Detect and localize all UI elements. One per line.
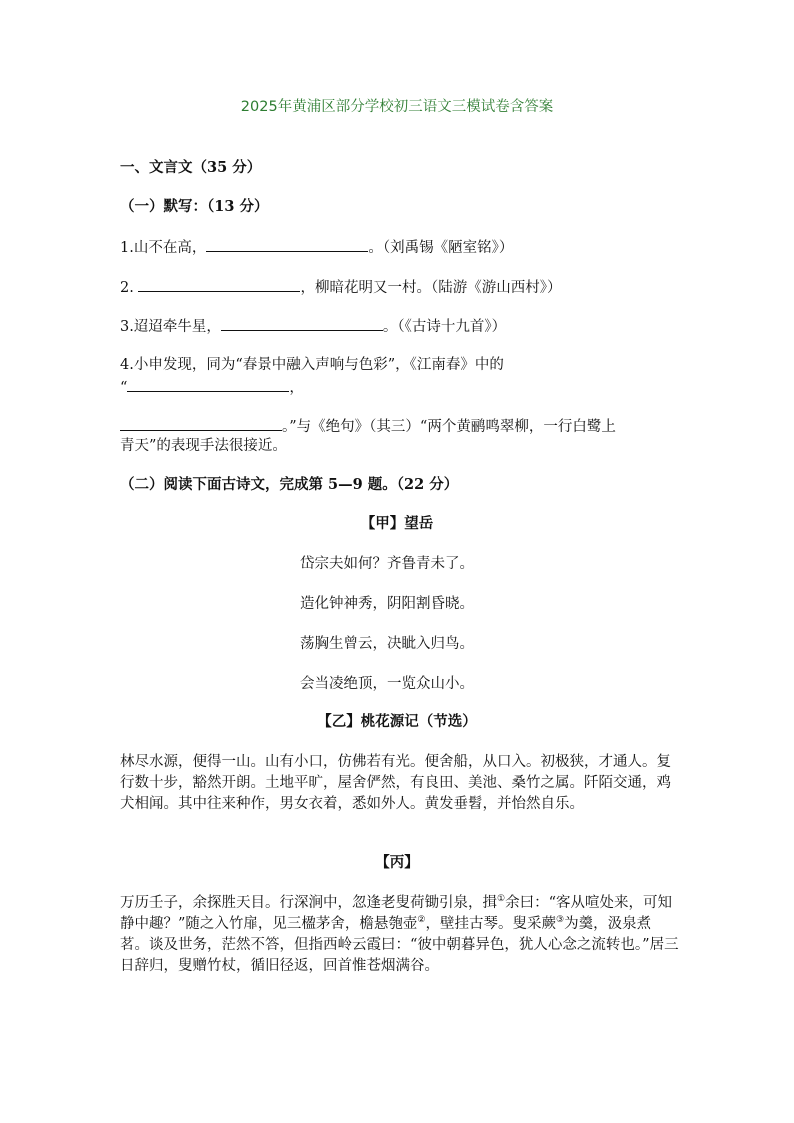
bing-text-d: 为羹，汲泉煮茗。谈及世务，茫然不答，但指西岭云霞曰：“彼中朝暮异色，犹人心念之流转也。”居三日辞归，叟赠竹杖，循旧径返，回首惟苍烟满谷。 <box>120 916 679 974</box>
q3-suffix: 。（《古诗十九首》） <box>382 319 507 335</box>
q1-answer-blank[interactable] <box>206 236 368 252</box>
passage-yi-title: 【乙】桃花源记（节选） <box>317 713 477 730</box>
footnote-3: ③ <box>556 915 565 926</box>
q4-line3 <box>120 415 616 437</box>
q4-line2 <box>120 376 304 398</box>
q2-suffix: ，柳暗花明又一村。（陆游《游山西村》） <box>300 280 562 296</box>
bing-text-c: ，壁挂古琴。叟采蕨 <box>425 916 556 932</box>
passage-bing-text <box>120 893 680 977</box>
q4-line1: 4.小申发现，同为“春景中融入声响与色彩”，《江南春》中的 <box>120 357 504 373</box>
q4-answer-blank-1[interactable] <box>127 376 289 392</box>
poem-jia-line-2: 造化钟神秀，阴阳割昏晓。 <box>300 596 474 612</box>
q4-line3-text: 。”与《绝句》（其三）“两个黄鹂鸣翠柳，一行白鹭上 <box>282 419 616 435</box>
poem-jia-line-4: 会当凌绝顶，一览众山小。 <box>300 676 474 692</box>
poem-jia-title: 【甲】望岳 <box>360 515 434 532</box>
passage-yi-text: 林尽水源，便得一山。山有小口，仿佛若有光。便舍船，从口入。初极狭，才通人。复行数十步，豁然开朗。土地平旷，屋舍俨然，有良田、美池、桑竹之属。阡陌交通，鸡犬相闻。其中往来种作，男女衣着，悉如外人。黄发垂髫，并怡然自乐。 <box>120 754 671 812</box>
q2-answer-blank[interactable] <box>138 276 300 292</box>
question-2 <box>120 276 561 298</box>
poem-jia-line-3: 荡胸生曾云，决眦入归鸟。 <box>300 636 474 652</box>
bing-text-b: 余曰：“客从喧处来，可知静中趣？”随之入竹扉，见三楹茅舍，檐悬匏壶 <box>120 895 672 932</box>
question-1 <box>120 236 513 258</box>
q1-suffix: 。（刘禹锡《陋室铭》） <box>368 240 514 256</box>
footnote-2: ② <box>417 915 426 926</box>
q4-line4: 青天”的表现手法很接近。 <box>120 438 287 454</box>
question-3 <box>120 315 506 337</box>
q3-prefix: 3.迢迢牵牛星， <box>120 319 221 335</box>
bing-text-a: 万历壬子，余探胜天目。行深涧中，忽逢老叟荷锄引泉，揖 <box>120 895 497 911</box>
q2-prefix: 2. <box>120 280 139 296</box>
q4-comma: ， <box>289 380 304 396</box>
section-heading-classical-chinese: 一、文言文（35 分） <box>120 159 262 176</box>
footnote-1: ① <box>497 894 506 905</box>
part1-heading: （一）默写：（13 分） <box>120 198 269 215</box>
document-title: 2025年黄浦区部分学校初三语文三模试卷含答案 <box>240 99 554 115</box>
q1-prefix: 1.山不在高， <box>120 240 207 256</box>
q4-answer-blank-2[interactable] <box>120 415 282 431</box>
passage-bing-title: 【丙】 <box>375 854 419 871</box>
poem-jia-line-1: 岱宗夫如何？齐鲁青未了。 <box>300 556 474 572</box>
q4-open-quote: “ <box>120 380 128 396</box>
q3-answer-blank[interactable] <box>221 315 383 331</box>
part2-heading: （二）阅读下面古诗文，完成第 5—9 题。（22 分） <box>120 476 459 493</box>
